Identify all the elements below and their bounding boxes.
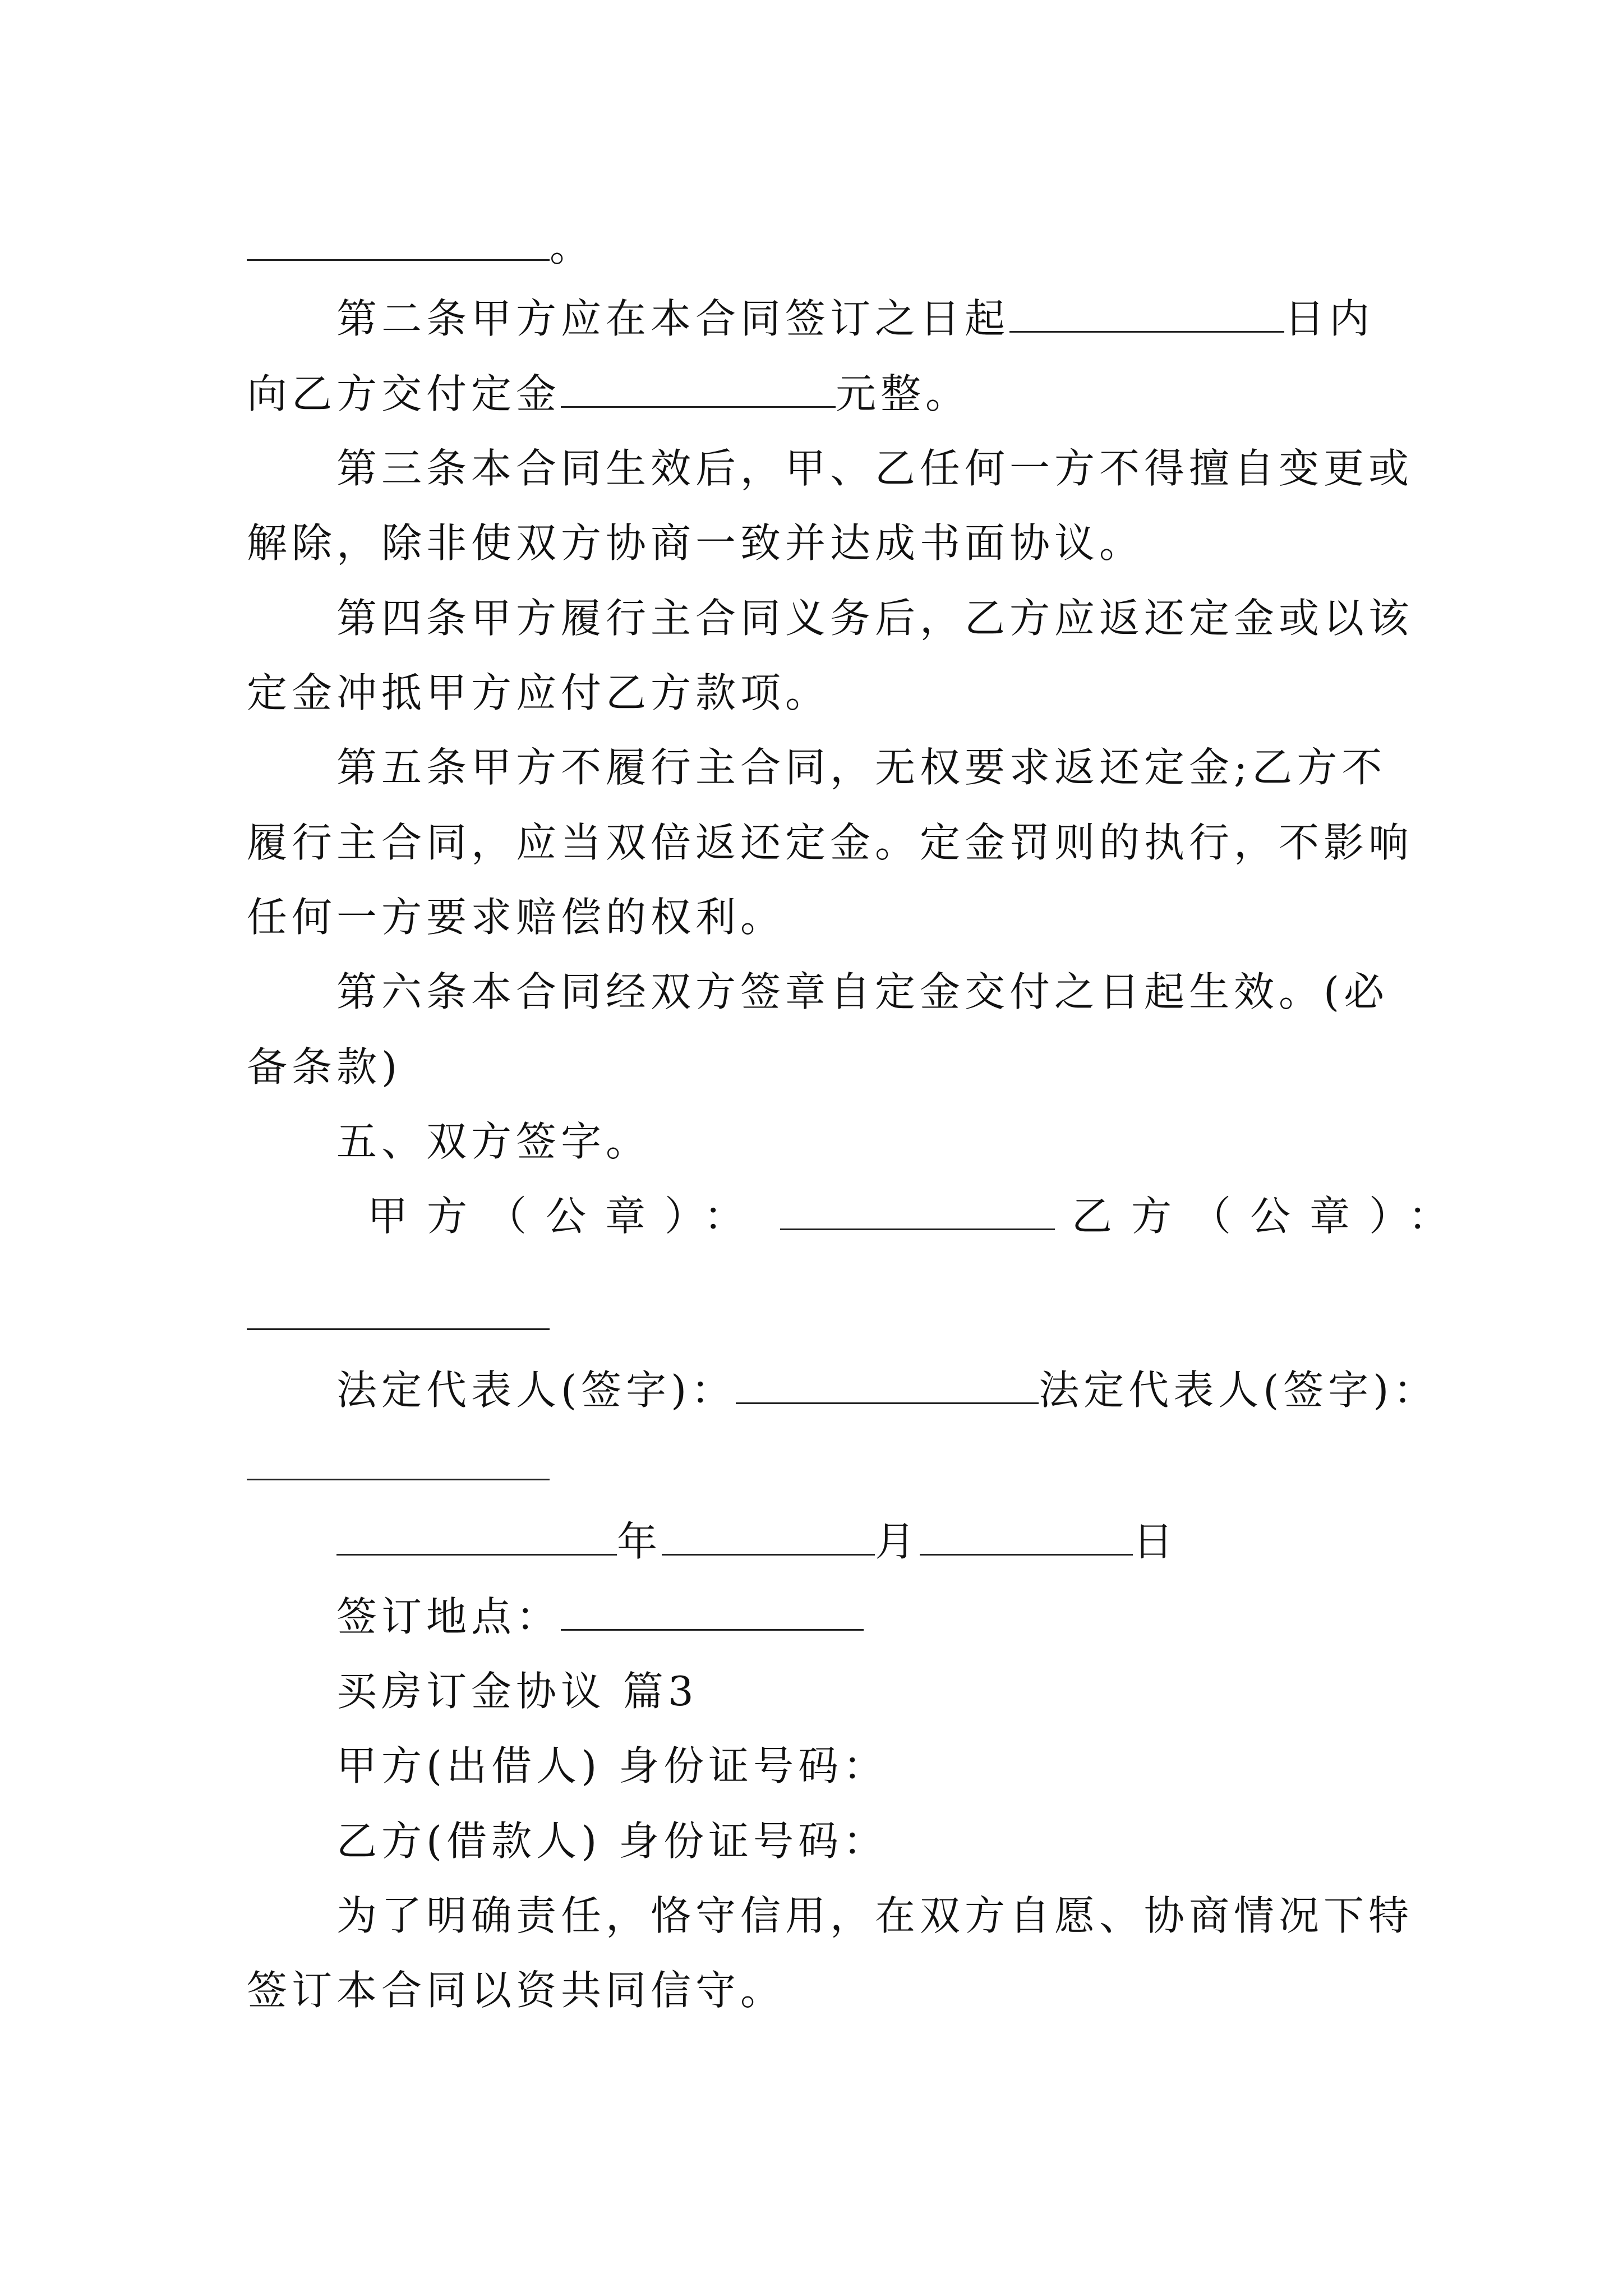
text-fragment: 元整。 [836,370,971,417]
month-label: 月 [875,1518,920,1565]
legal-rep-a-label: 法定代表人(签字)： [336,1366,736,1414]
article-4-line-1 [336,590,1413,646]
paragraph-text: 第三条本合同生效后，甲、乙任何一方不得擅自变更或 [336,445,1414,492]
line-continuation [247,219,594,275]
party-b-seal-label: 乙方（公章）： [1072,1193,1468,1240]
paragraph-text: 第四条甲方履行主合同义务后，乙方应返还定金或以该 [336,595,1414,642]
date-line [336,1513,1178,1570]
blank-field [780,1188,1055,1230]
blank-field [336,1513,617,1556]
legal-rep-line [336,1362,1438,1418]
day-label: 日 [1133,1518,1178,1565]
blank-field [247,1479,550,1480]
article-3-line-2 [247,515,1144,571]
text-fragment: 日内 [1284,295,1375,342]
article-5-line-1 [336,739,1386,795]
party-seal-line [367,1188,1468,1244]
party-a-seal-label: 甲方（公章）： [367,1193,764,1240]
article-3-line-1 [336,440,1413,496]
paragraph-text: 第五条甲方不履行主合同，无权要求返还定金;乙方不 [336,744,1387,791]
blank-field [561,366,836,408]
article-5-line-2 [247,815,1413,871]
paragraph-text: 履行主合同，应当双倍返还定金。定金罚则的执行，不影响 [247,819,1414,866]
paragraph-text: 任何一方要求赔偿的权利。 [247,894,786,941]
blank-field [920,1513,1133,1556]
article-2-line-1 [336,291,1374,347]
article-5-line-3 [247,889,785,945]
blank-field [736,1362,1039,1404]
section-heading [336,1114,651,1170]
party-b-id-line [336,1813,888,1869]
paragraph-text: 第六条本合同经双方签章自定金交付之日起生效。(必 [336,968,1389,1015]
party-a-id-label: 甲方(出借人) 身份证号码： [336,1742,888,1789]
heading-text: 买房订金协议 篇3 [336,1668,698,1715]
heading-text: 五、双方签字。 [336,1118,651,1165]
text-fragment: 向乙方交付定金 [247,370,561,417]
preamble-line-2 [247,1962,785,2018]
text-fragment: 第二条甲方应在本合同签订之日起 [336,295,1010,342]
signing-place-line [336,1589,864,1645]
blank-field [662,1513,875,1556]
paragraph-text: 为了明确责任，恪守信用，在双方自愿、协商情况下特 [336,1892,1414,1939]
year-label: 年 [617,1518,662,1565]
paragraph-text: 签订本合同以资共同信守。 [247,1967,786,2014]
article-6-line-1 [336,964,1389,1020]
blank-field [247,219,550,261]
blank-field [561,1589,864,1631]
party-b-id-label: 乙方(借款人) 身份证号码： [336,1818,888,1865]
section-title [336,1663,698,1719]
legal-rep-b-label: 法定代表人(签字)： [1039,1366,1438,1414]
party-a-id-line [336,1738,888,1794]
paragraph-text: 定金冲抵甲方应付乙方款项。 [247,669,831,716]
article-6-line-2 [247,1039,402,1095]
paragraph-text: 备条款) [247,1043,402,1091]
blank-field [247,1328,550,1330]
article-4-line-2 [247,665,830,721]
preamble-line-1 [336,1888,1413,1944]
signing-place-label: 签订地点： [336,1593,561,1640]
text-fragment: 。 [550,223,595,270]
blank-field [1009,291,1284,333]
paragraph-text: 解除，除非使双方协商一致并达成书面协议。 [247,519,1145,567]
article-2-line-2 [247,366,970,422]
